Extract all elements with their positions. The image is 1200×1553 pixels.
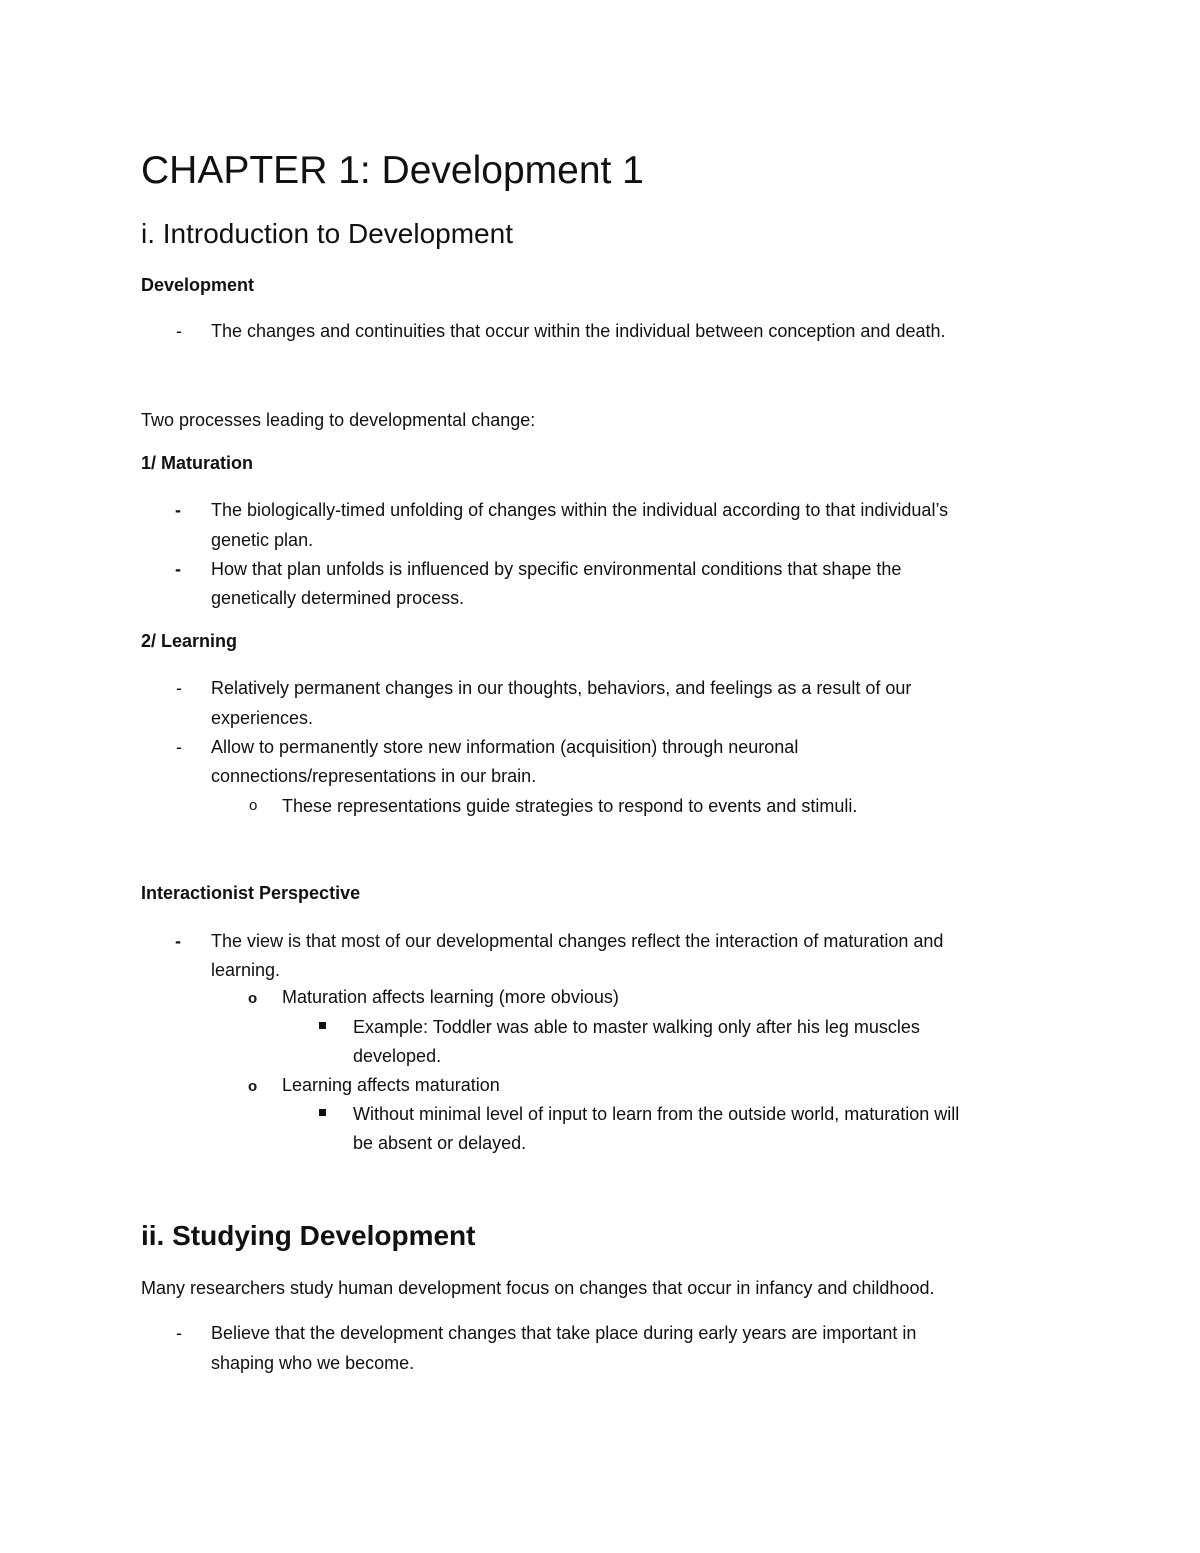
- learning-bullet-1-line-2: experiences.: [211, 708, 314, 728]
- maturation-bullet-2-line-1: How that plan unfolds is influenced by specific environmental conditions that shape the: [211, 559, 902, 579]
- interaction-item-2-label: Learning affects maturation: [282, 1075, 500, 1095]
- definition-text: The changes and continuities that occur within the individual between conception and death.: [211, 321, 946, 341]
- subheading-learning: 2/ Learning: [141, 631, 238, 651]
- studying-bullet-line-1: Believe that the development changes that take place during early years are important in: [211, 1323, 917, 1343]
- chapter-title: CHAPTER 1: Development 1: [141, 149, 644, 192]
- learning-bullet-2-line-2: connections/representations in our brain.: [211, 766, 537, 786]
- maturation-bullet-2-line-2: genetically determined process.: [211, 588, 465, 608]
- interaction-item-2-detail-line-2: be absent or delayed.: [353, 1133, 527, 1153]
- square-bullet: [319, 1022, 326, 1029]
- learning-bullet-1-line-1: Relatively permanent changes in our thoughts, behaviors, and feelings as a result of our: [211, 678, 912, 698]
- dash-bullet: -: [175, 559, 181, 579]
- processes-intro: Two processes leading to developmental change:: [141, 410, 536, 430]
- circle-bullet: o: [248, 1078, 258, 1095]
- subheading-maturation: 1/ Maturation: [141, 453, 254, 473]
- learning-bullet-2-line-1: Allow to permanently store new information (acquisition) through neuronal: [211, 737, 799, 757]
- dash-bullet: -: [176, 321, 182, 341]
- learning-sub-bullet: These representations guide strategies to respond to events and stimuli.: [282, 796, 858, 816]
- dash-bullet: -: [175, 931, 181, 951]
- maturation-bullet-1-line-2: genetic plan.: [211, 530, 314, 550]
- section-heading-introduction: i. Introduction to Development: [141, 218, 513, 249]
- interaction-item-1-detail-line-2: developed.: [353, 1046, 442, 1066]
- dash-bullet: -: [176, 678, 182, 698]
- maturation-bullet-1-line-1: The biologically-timed unfolding of changes within the individual according to that individual’s: [211, 500, 949, 520]
- interaction-item-1-label: Maturation affects learning (more obvious): [282, 987, 619, 1007]
- dash-bullet: -: [176, 737, 182, 757]
- dash-bullet: -: [176, 1323, 182, 1343]
- term-development: Development: [141, 275, 255, 295]
- section-heading-studying: ii. Studying Development: [141, 1220, 476, 1251]
- interactionist-bullet-line-1: The view is that most of our developmental changes reflect the interaction of maturation and: [211, 931, 944, 951]
- studying-intro: Many researchers study human development focus on changes that occur in infancy and childhood.: [141, 1278, 935, 1298]
- subheading-interactionist: Interactionist Perspective: [141, 883, 361, 903]
- interactionist-bullet-line-2: learning.: [211, 960, 281, 980]
- circle-bullet: o: [249, 797, 258, 814]
- interaction-item-2-detail-line-1: Without minimal level of input to learn from the outside world, maturation will: [353, 1104, 960, 1124]
- studying-bullet-line-2: shaping who we become.: [211, 1353, 415, 1373]
- interaction-item-1-detail-line-1: Example: Toddler was able to master walking only after his leg muscles: [353, 1017, 920, 1037]
- square-bullet: [319, 1109, 326, 1116]
- dash-bullet: -: [175, 500, 181, 520]
- circle-bullet: o: [248, 990, 258, 1007]
